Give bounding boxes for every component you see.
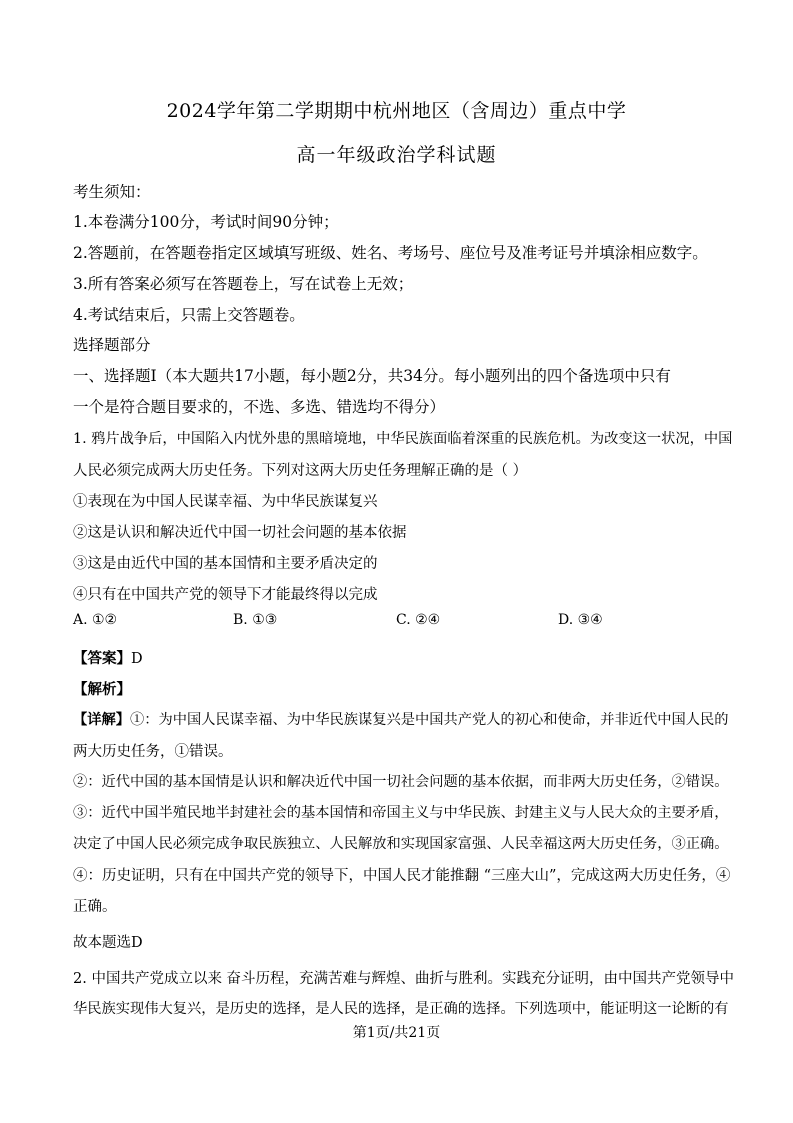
q1-analysis-tag (73, 678, 733, 699)
q1-conclusion: 故本题选D (73, 935, 143, 951)
section-part-label: 选择题部分 (73, 336, 151, 354)
section-instruction-line-2: 一个是符合题目要求的，不选、多选、错选均不得分） (73, 398, 446, 416)
q2-stem-line-1: 2. 中国共产党成立以来 奋斗历程，充满苦难与辉煌、曲折与胜利。实践充分证明，由中国共产党领导中 (73, 971, 735, 987)
q1-detail-line-2: 两大历史任务，①错误。 (73, 744, 233, 760)
section-instruction-line-1: 一、选择题Ⅰ（本大题共17小题，每小题2分，共34分。每小题列出的四个备选项中只有 (73, 367, 671, 385)
q1-stem-line-2: 人民必须完成两大历史任务。下列对这两大历史任务理解正确的是（ ） (73, 463, 528, 479)
exam-title: 2024学年第二学期期中杭州地区（含周边）重点中学 (166, 100, 627, 122)
q1-options (73, 612, 733, 632)
notice-heading: 考生须知： (73, 183, 151, 201)
q1-detail-line-5: 决定了中国人民必须完成争取民族独立、人民解放和实现国家富强、人民幸福这两大历史任务，③正确。 (73, 836, 729, 852)
q1-answer (73, 647, 733, 668)
q1-statement-4: ④只有在中国共产党的领导下才能最终得以完成 (73, 587, 378, 603)
exam-subtitle: 高一年级政治学科试题 (296, 144, 497, 166)
q1-detail-line-4: ③：近代中国半殖民地半封建社会的基本国情和帝国主义与中华民族、封建主义与人民大众的主要矛盾， (73, 805, 729, 821)
q2-stem-line-2: 华民族实现伟大复兴，是历史的选择，是人民的选择，是正确的选择。下列选项中，能证明这一论断的有 (73, 1001, 729, 1017)
q1-detail-line-7: 正确。 (73, 899, 117, 915)
notice-item-4: 4.考试结束后，只需上交答题卷。 (73, 306, 305, 324)
answer-tag: 【答案】 (73, 650, 131, 667)
q1-option-a: A. ①② (73, 612, 118, 628)
notice-item-2: 2.答题前，在答题卷指定区域填写班级、姓名、考场号、座位号及准考证号并填涂相应数字。 (73, 244, 708, 262)
q1-stem-line-1: 1. 鸦片战争后，中国陷入内忧外患的黑暗境地，中华民族面临着深重的民族危机。为改变这一状况，中国 (73, 431, 733, 447)
q1-option-c: C. ②④ (396, 612, 441, 628)
detail-text-1: ①：为中国人民谋幸福、为中华民族谋复兴是中国共产党人的初心和使命，并非近代中国人民的 (130, 712, 729, 728)
q1-detail-line-1 (73, 709, 733, 729)
notice-item-1: 1.本卷满分100分，考试时间90分钟； (73, 213, 339, 231)
notice-item-3: 3.所有答案必须写在答题卷上，写在试卷上无效； (73, 275, 414, 293)
q1-statement-2: ②这是认识和解决近代中国一切社会问题的基本依据 (73, 525, 407, 541)
q1-detail-line-6: ④：历史证明，只有在中国共产党的领导下，中国人民才能推翻 “三座大山”，完成这两大历史任务，④ (73, 868, 731, 884)
detail-tag: 【详解】 (73, 712, 131, 728)
q1-statement-1: ①表现在为中国人民谋幸福、为中华民族谋复兴 (73, 494, 378, 510)
q1-option-b: B. ①③ (233, 612, 278, 628)
answer-value: D (131, 651, 143, 667)
analysis-tag: 【解析】 (73, 681, 131, 698)
q1-statement-3: ③这是由近代中国的基本国情和主要矛盾决定的 (73, 556, 378, 572)
q1-option-d: D. ③④ (558, 612, 603, 628)
page-number: 第1页/共21页 (352, 1025, 441, 1041)
q1-detail-line-3: ②：近代中国的基本国情是认识和解决近代中国一切社会问题的基本依据，而非两大历史任务，②错误。 (73, 774, 729, 790)
